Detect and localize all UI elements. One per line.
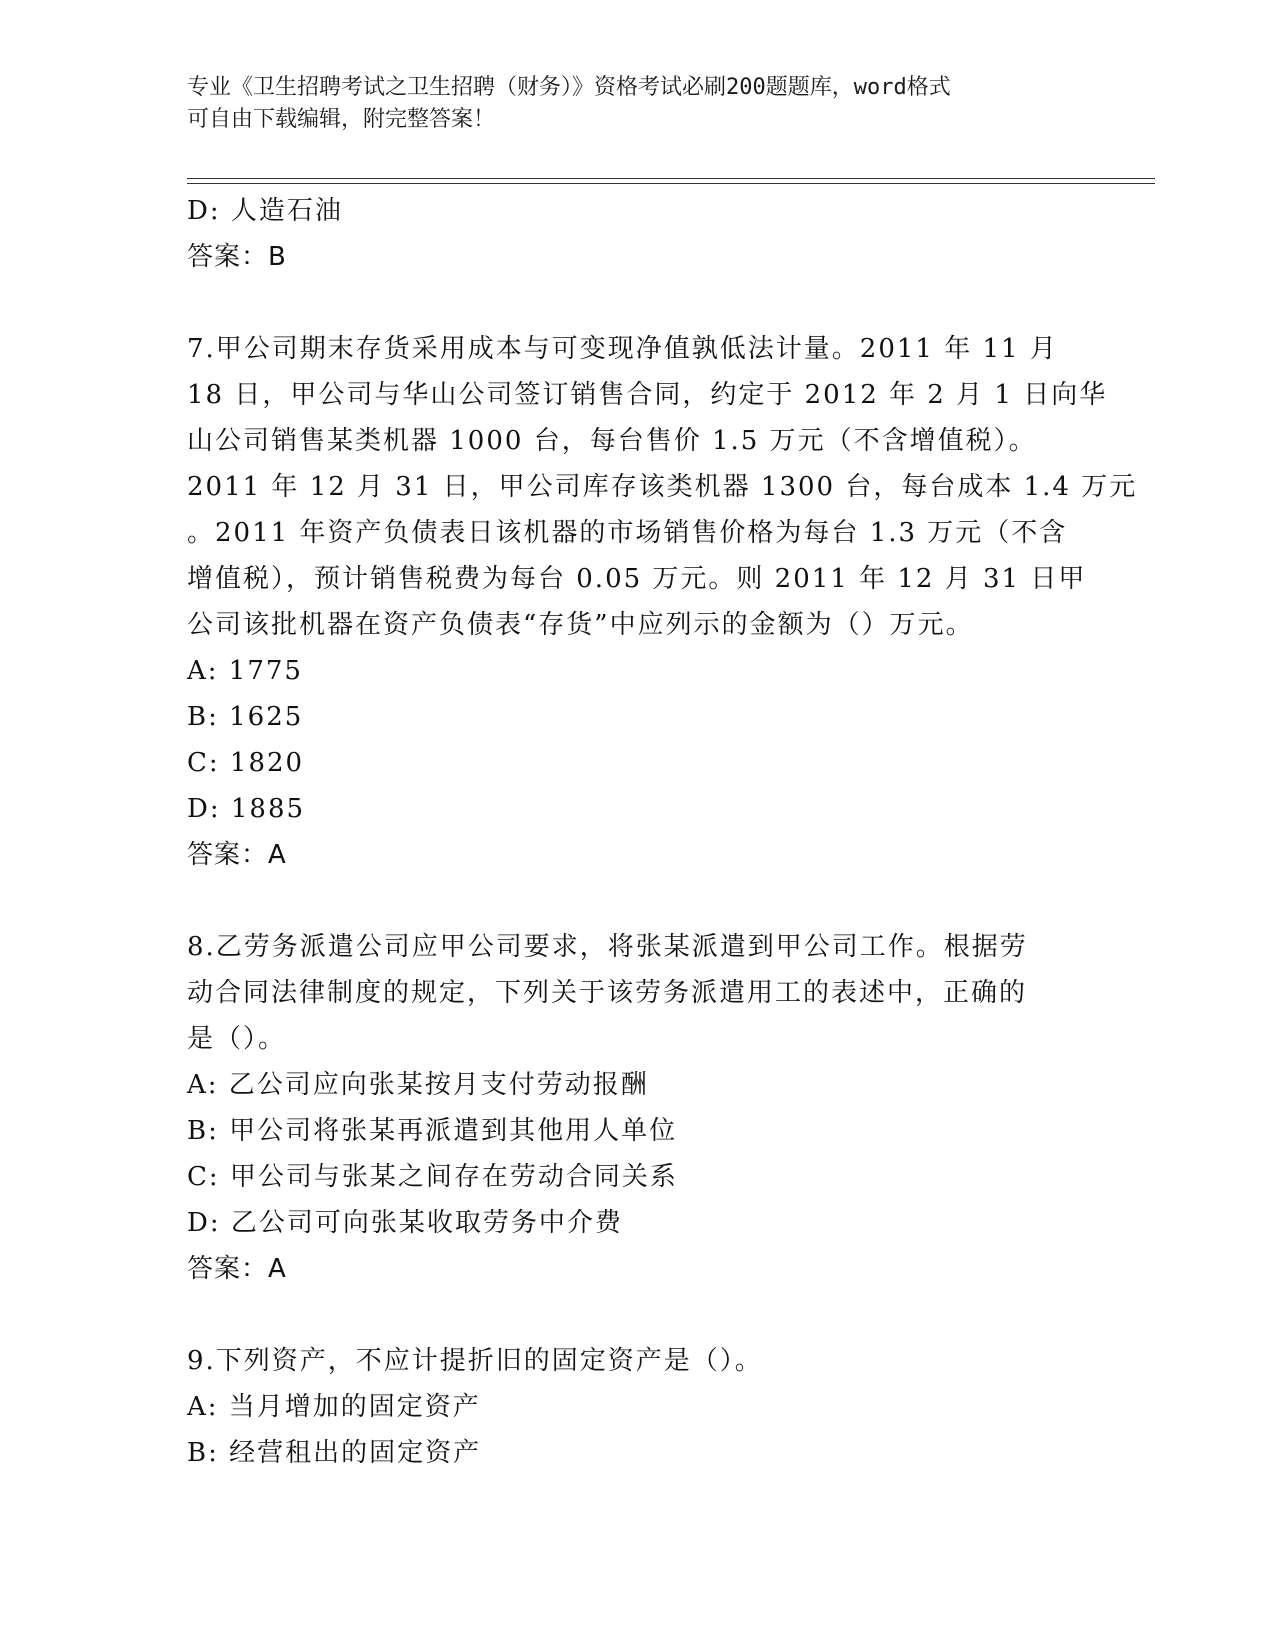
option-d: D: 乙公司可向张某收取劳务中介费 [187, 1208, 623, 1238]
stem-line: 是（）。 [187, 1024, 287, 1054]
stem-line: 增值税），预计销售税费为每台 0.05 万元。则 2011 年 12 月 31 日甲 [187, 564, 1087, 594]
option-c: C: 甲公司与张某之间存在劳动合同关系 [187, 1162, 678, 1192]
document-header [187, 72, 1067, 136]
option-b: B: 经营租出的固定资产 [187, 1438, 482, 1468]
stem-line: 山公司销售某类机器 1000 台，每台售价 1.5 万元（不含增值税）。 [187, 426, 1037, 456]
option-a: A: 当月增加的固定资产 [187, 1392, 481, 1422]
spacer [187, 878, 1087, 924]
header-line-2: 可自由下载编辑，附完整答案！ [187, 107, 496, 132]
question-7 [187, 326, 1138, 878]
stem-line: 动合同法律制度的规定，下列关于该劳务派遣用工的表述中，正确的 [187, 978, 1028, 1008]
stem-line: 7.甲公司期末存货采用成本与可变现净值孰低法计量。2011 年 11 月 [187, 334, 1058, 364]
question-stem [187, 1338, 1087, 1384]
option-c: C: 1820 [187, 748, 305, 778]
answer-label: 答案：A [187, 1254, 287, 1284]
stem-line: 2011 年 12 月 31 日，甲公司库存该类机器 1300 台，每台成本 1.4 万元 [187, 472, 1138, 502]
header-divider-bottom [187, 183, 1155, 184]
stem-line: 。2011 年资产负债表日该机器的市场销售价格为每台 1.3 万元（不含 [187, 518, 1068, 548]
question-6-tail [187, 188, 1087, 280]
stem-line: 9.下列资产，不应计提折旧的固定资产是（）。 [187, 1346, 763, 1376]
spacer [187, 280, 1087, 326]
answer-label: 答案：B [187, 242, 287, 272]
answer-label: 答案：A [187, 840, 287, 870]
question-stem [187, 924, 1087, 1062]
question-8 [187, 924, 1087, 1292]
header-line-1: 专业《卫生招聘考试之卫生招聘（财务）》资格考试必刷200题题库，word格式 [187, 75, 951, 100]
question-list [187, 188, 1138, 1476]
option-b: B: 1625 [187, 702, 304, 732]
stem-line: 公司该批机器在资产负债表“存货”中应列示的金额为（）万元。 [187, 610, 974, 640]
question-stem [187, 326, 1138, 648]
header-divider-top [187, 178, 1155, 179]
option-b: B: 甲公司将张某再派遣到其他用人单位 [187, 1116, 678, 1146]
stem-line: 8.乙劳务派遣公司应甲公司要求，将张某派遣到甲公司工作。根据劳 [187, 932, 1028, 962]
option-d: D: 人造石油 [187, 196, 343, 226]
question-9 [187, 1338, 1087, 1476]
stem-line: 18 日，甲公司与华山公司签订销售合同，约定于 2012 年 2 月 1 日向华 [187, 380, 1108, 410]
option-a: A: 1775 [187, 656, 303, 686]
option-d: D: 1885 [187, 794, 306, 824]
option-a: A: 乙公司应向张某按月支付劳动报酬 [187, 1070, 649, 1100]
spacer [187, 1292, 1087, 1338]
